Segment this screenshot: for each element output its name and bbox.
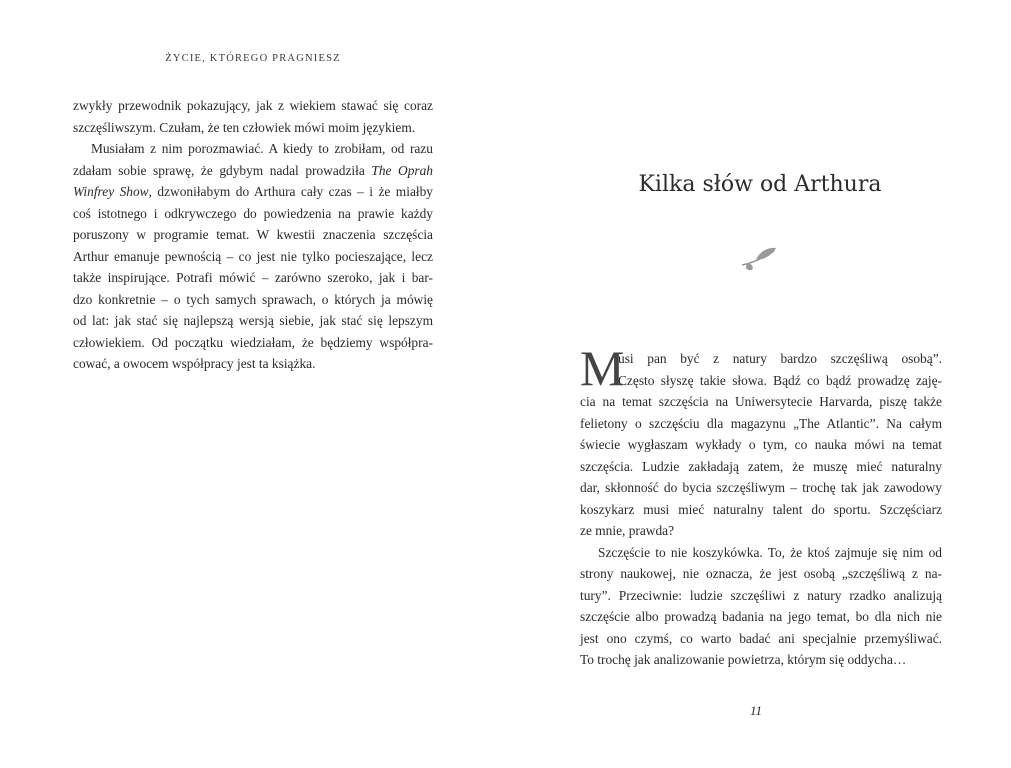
text-line: koszykarz musi mieć naturalny talent do sportu. Szczęściarz <box>580 501 942 517</box>
text-line: szczęśliwszym. Czułam, że ten człowiek mówi moim językiem. <box>73 119 416 135</box>
text-line: zwykły przewodnik pokazujący, jak z wiekiem stawać się coraz <box>73 98 433 113</box>
text-line: cować, a owocem współpracy jest ta książka. <box>73 356 316 371</box>
show-title-part-2: Winfrey Show <box>73 184 149 199</box>
left-page <box>0 0 505 768</box>
text-line: Musiałam z nim porozmawiać. A kiedy to zrobiłam, od razu <box>91 141 433 156</box>
text-line: poruszony w programie temat. W kwestii znaczenia szczęścia <box>73 227 433 242</box>
chapter-title: Kilka słów od Arthura <box>638 172 882 197</box>
text-line: tury”. Przeciwnie: ludzie szczęśliwi z natury rzadko analizują <box>580 587 942 603</box>
left-body-text <box>73 95 433 375</box>
text-segment: , dzwoniłabym do Arthura cały czas – i że miałby <box>148 184 433 199</box>
text-line: Często słyszę takie słowa. Bądź co bądź prowadzę zaję- <box>618 372 942 388</box>
text-line: szczęścia. Ludzie zakładają zatem, że muszę mieć naturalny <box>580 458 942 474</box>
text-line: także inspirujące. Potrafi mówić – zarówno szeroko, jak i bar- <box>73 270 433 285</box>
text-line: strony naukowej, nie oznacza, że jest osobą „szczęśliwą z na- <box>580 566 942 581</box>
text-line: jest ono czymś, co warto badać ani specjalnie przemyśliwać. <box>580 630 942 646</box>
text-line: ze mnie, prawda? <box>580 523 675 538</box>
text-line: Arthur emanuje pewnością – co jest nie tylko pocieszające, lecz <box>73 248 433 264</box>
right-page <box>505 0 1011 768</box>
leaf-ornament-icon <box>738 245 780 273</box>
page-number: 11 <box>750 703 763 718</box>
text-line <box>73 181 433 203</box>
text-line: cia na temat szczęścia na Uniwersytecie Harvarda, piszę także <box>580 394 942 409</box>
text-segment: usi pan być z natury bardzo szczęśliwą osobą”. <box>618 351 942 366</box>
text-line: dzo konkretnie – o tych samych sprawach, o których ja mówię <box>73 291 433 307</box>
text-line: od lat: jak stać się najlepszą wersją siebie, jak stać się lepszym <box>73 313 433 328</box>
text-line: coś istotnego i odkrywczego do powiedzenia na prawie każdy <box>73 205 433 221</box>
text-line: świecie wygłaszam wykłady o tym, co nauka mówi na temat <box>580 437 942 452</box>
running-head: ŻYCIE, KTÓREGO PRAGNIESZ <box>165 53 341 64</box>
text-line: szczęście albo prowadzą badania na jego temat, bo dla nich nie <box>580 609 942 624</box>
text-line: dar, skłonność do bycia szczęśliwym – trochę tak jak zawodowy <box>580 480 942 495</box>
right-body-text <box>580 340 942 671</box>
text-line: człowiekiem. Od początku wiedziałam, że będziemy współpra- <box>73 334 433 350</box>
text-line: felietony o szczęściu dla magazynu „The Atlantic”. Na całym <box>580 415 942 431</box>
show-title-part-1: The Oprah <box>371 162 433 178</box>
drop-cap: M <box>580 340 625 396</box>
text-line: Szczęście to nie koszykówka. To, że ktoś zajmuje się nim od <box>598 544 942 560</box>
text-segment: zdałam sobie sprawę, że gdybym nadal prowadziła <box>73 162 365 178</box>
text-line: To trochę jak analizowanie powietrza, którym się oddycha… <box>580 652 907 667</box>
text-line <box>73 160 433 182</box>
